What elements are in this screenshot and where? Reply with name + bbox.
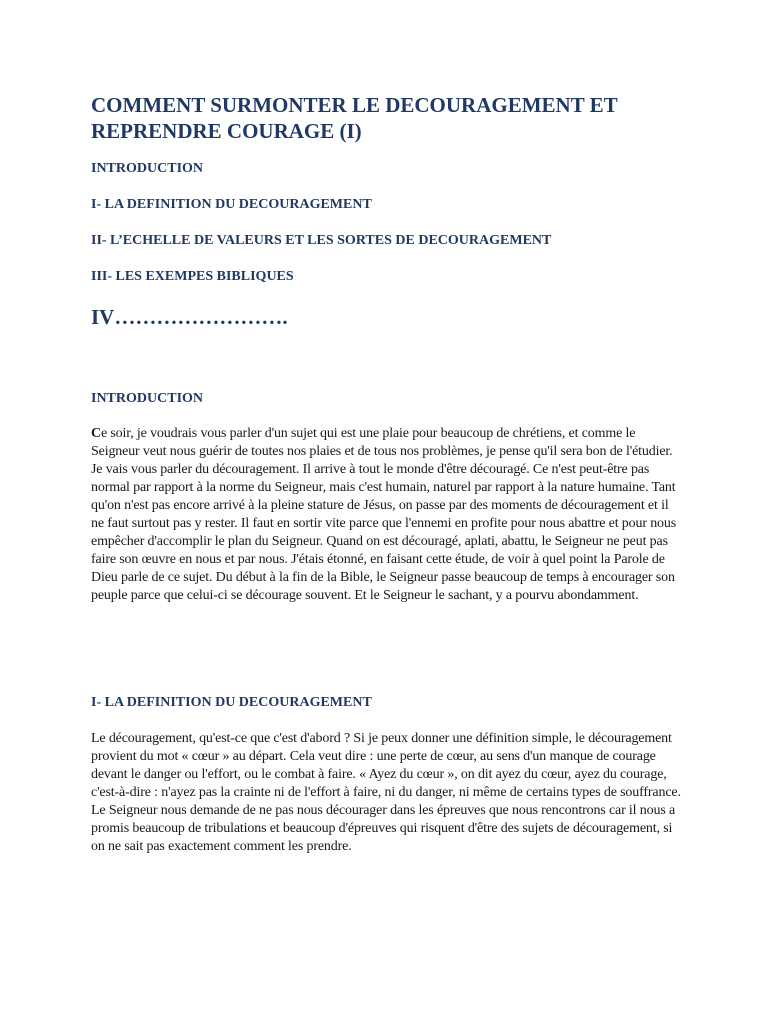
toc-item-echelle: II- L’ECHELLE DE VALEURS ET LES SORTES DE DECOURAGEMENT (91, 233, 552, 248)
definition-section (91, 730, 681, 856)
toc-item-definition: I- LA DEFINITION DU DECOURAGEMENT (91, 197, 372, 212)
introduction-text: e soir, je voudrais vous parler d'un sujet qui est une plaie pour beaucoup de chrétiens, et comme le Seigneur veut nous guérir de toutes nos plaies et de tous nos problèmes, je pense qu'il sera bon de l'étudier. Je vais vous parler du découragement. Il arrive à tout le monde d'être découragé. Ce n'est peut-être pas normal par rapport à la norme du Seigneur, mais c'est humain, naturel par rapport à la nature humaine. Tant qu'on n'est pas encore arrivé à la pleine stature de Jésus, on passe par des moments de découragement et il ne faut surtout pas y rester. Il faut en sortir vite parce que l'ennemi en profite pour nous abattre et pour nous empêcher d'accomplir le plan du Seigneur. Quand on est découragé, aplati, abattu, le Seigneur ne peut pas faire son œuvre en nous et par nous. J'étais étonné, en faisant cette étude, de voir à quel point la Parole de Dieu parle de ce sujet. Du début à la fin de la Bible, le Seigneur passe beaucoup de temps à encourager son peuple parce que celui-ci se décourage souvent. Et le Seigneur le sachant, y a pourvu abondamment. (91, 426, 677, 603)
section-heading-introduction: INTRODUCTION (91, 391, 204, 406)
toc-item-exemples: III- LES EXEMPES BIBLIQUES (91, 269, 294, 284)
definition-paragraph: Le découragement, qu'est-ce que c'est d'abord ? Si je peux donner une définition simple, le découragement provient du mot « cœur » au départ. Cela veut dire : une perte de cœur, au sens d'un manque de courage devant le danger ou l'effort, ou le combat à faire. « Ayez du cœur », on dit ayez du cœur, ayez du courage, c'est-à-dire : n'ayez pas la crainte ni de l'effort à faire, ni du danger, ni même de certains types de souffrance. Le Seigneur nous demande de ne pas nous décourager dans les épreuves que nous rencontrons car il nous a promis beaucoup de tribulations et beaucoup d'épreuves qui risquent d'être des sujets de découragement, si on ne sait pas exactement comment les prendre. (91, 731, 681, 854)
toc-item-introduction: INTRODUCTION (91, 161, 204, 176)
toc-item-iv: IV……………………. (91, 305, 288, 329)
dropcap-letter: C (91, 426, 101, 441)
document-page (91, 92, 681, 854)
document-title: COMMENT SURMONTER LE DECOURAGEMENT ET REPRENDRE COURAGE (I) (91, 93, 618, 143)
table-of-contents (91, 160, 681, 330)
introduction-section (91, 425, 681, 605)
section-heading-definition: I- LA DEFINITION DU DECOURAGEMENT (91, 695, 372, 710)
introduction-paragraph (91, 425, 681, 605)
